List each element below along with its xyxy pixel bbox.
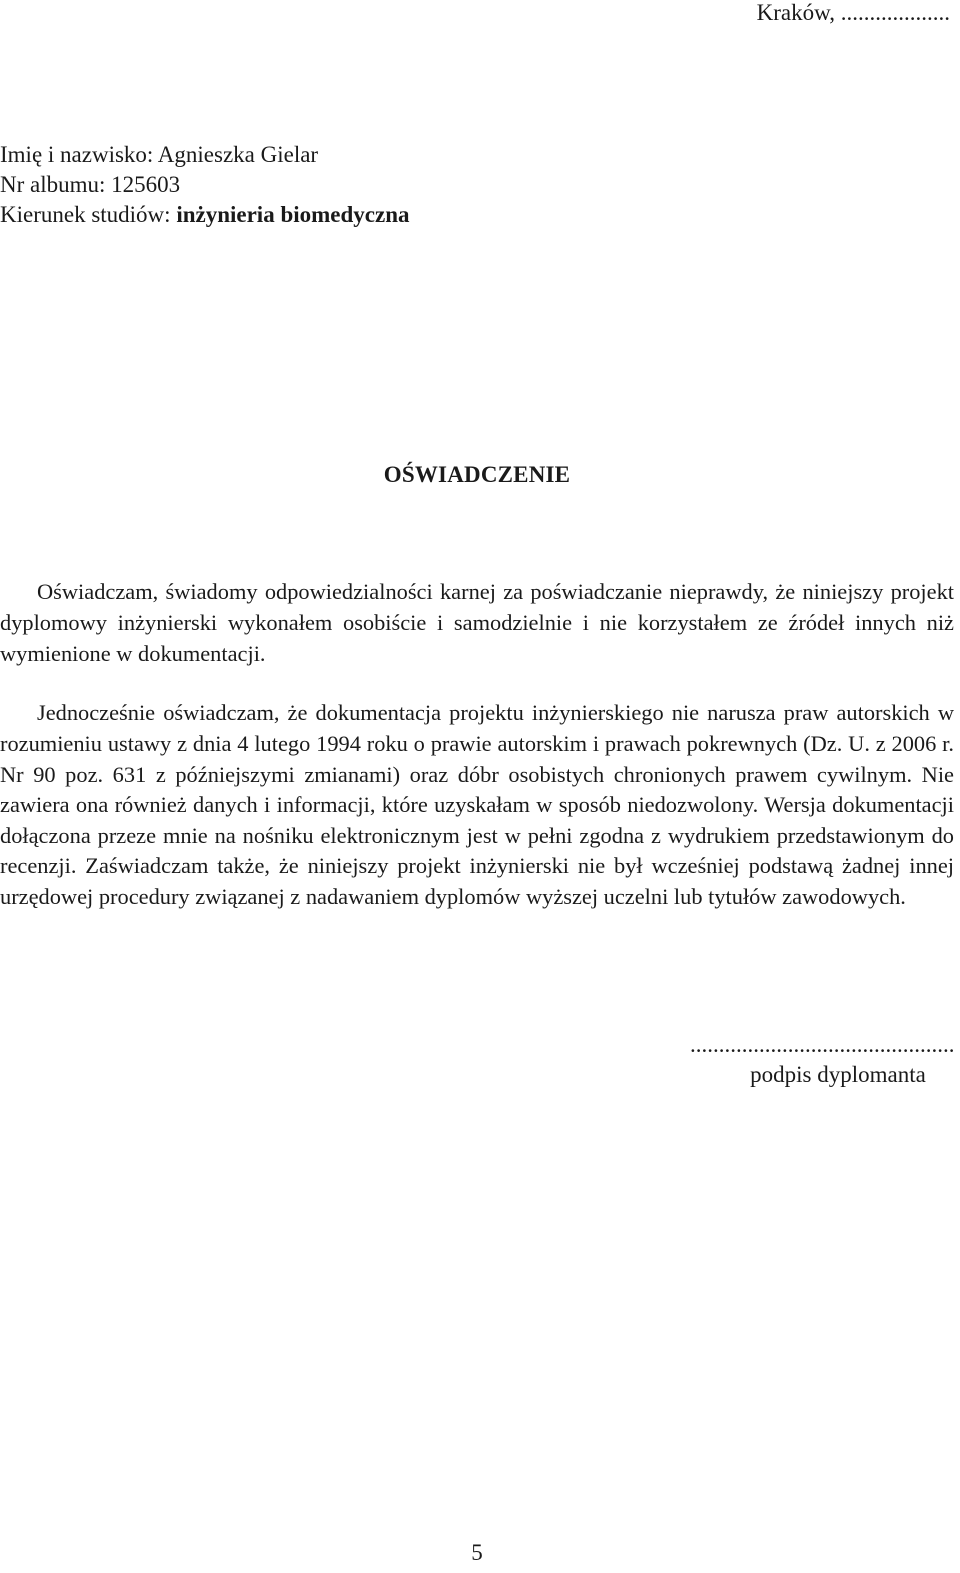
student-field-row [0, 200, 940, 230]
student-field-value: inżynieria biomedyczna [176, 202, 410, 227]
student-name-label: Imię i nazwisko: [0, 142, 154, 167]
page-number: 5 [471, 1540, 483, 1565]
signature-dotted-line: .............................................. [690, 1032, 955, 1057]
student-album-label: Nr albumu: [0, 172, 106, 197]
student-info [0, 140, 940, 230]
student-name-value: Agnieszka Gielar [157, 142, 319, 167]
signature-label: podpis dyplomanta [750, 1062, 926, 1087]
declaration-paragraph-2: Jednocześnie oświadczam, że dokumentacja projektu inżynierskiego nie narusza praw autorskich w rozumieniu ustawy z dnia 4 lutego 1994 roku o prawie autorskim i prawach pokrewnych (Dz. U. z 2006 r. Nr 90 poz. 631 z późniejszymi zmianami) oraz dóbr osobistych chronionych prawem cywilnym. Nie zawiera ona również danych i informacji, które uzyskałam w sposób niedozwolony. Wersja dokumentacji dołączona przeze mnie na nośniku elektronicznym jest w pełni zgodna z wydrukiem przedstawionym do recenzji. Zaświadczam także, że niniejszy projekt inżynierski nie był wcześniej podstawą żadnej innej urzędowej procedury związanej z nadawaniem dyplomów wyższej uczelni lub tytułów zawodowych. [0, 700, 954, 909]
student-album-value: 125603 [111, 172, 181, 197]
student-name-row [0, 140, 940, 170]
declaration-paragraph-1: Oświadczam, świadomy odpowiedzialności karnej za poświadczanie nieprawdy, że niniejszy projekt dyplomowy inżynierski wykonałem osobiście i samodzielnie i nie korzystałem ze źródeł innych niż wymienione w dokumentacji. [0, 579, 954, 666]
document-title: OŚWIADCZENIE [383, 462, 571, 487]
signature-block [690, 1030, 955, 1090]
student-field-label: Kierunek studiów: [0, 202, 171, 227]
place-date-line: Kraków, ................... [756, 0, 950, 25]
student-album-row [0, 170, 940, 200]
